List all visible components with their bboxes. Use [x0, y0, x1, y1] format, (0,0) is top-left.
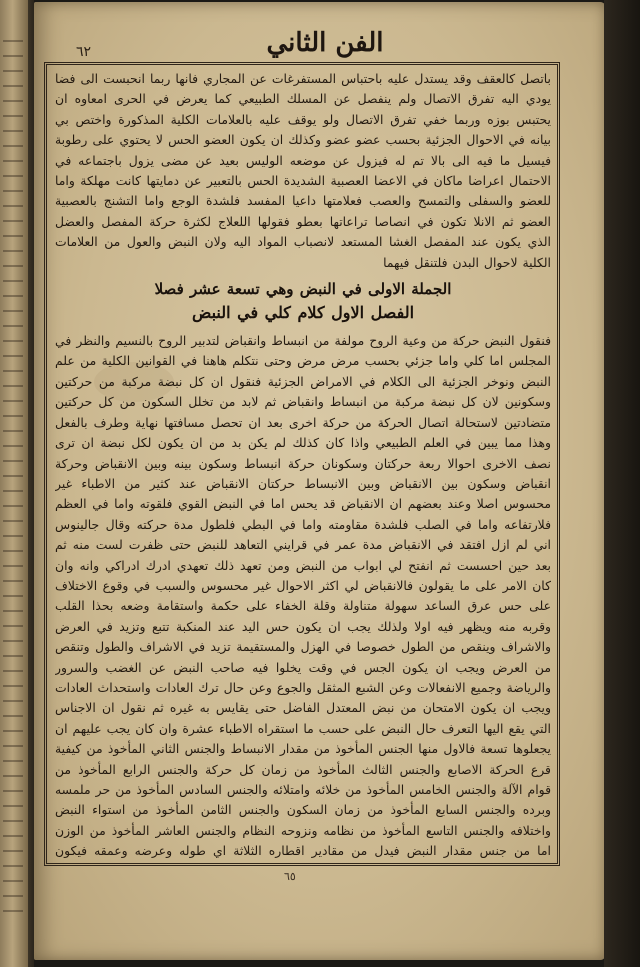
facing-page-edge	[0, 0, 28, 967]
section-headings	[55, 277, 551, 325]
page-fore-edge	[604, 0, 640, 967]
footer-number: ٦٥	[284, 870, 296, 883]
text-block	[55, 69, 551, 861]
facing-page-text-lines	[3, 40, 23, 920]
text-frame	[44, 62, 560, 866]
page-header	[70, 24, 580, 66]
running-title: الفن الثاني	[266, 28, 384, 58]
section-heading: الجملة الاولى في النبض وهي تسعة عشر فصلا	[154, 280, 452, 299]
manuscript-page	[34, 2, 606, 960]
body-paragraph: فنقول النبض حركة من وعية الروح مولفة من انبساط وانقباض لتدبير الروح بالنسيم والنظر في المجلس اما كلي واما جزئي بحسب مرض مرض وحتى نتكلم هاهنا في القوانين الكلية من علم النبض ونوخر الجزئية الى الكلام في الامراض الجزئية فنقول ان كل نبضة مركبة من حركتين وسكونين لان كل نبضة مركبة من انبساط وانقباض ثم لابد من تخلل السكون من كل حركتين متضادتين لاستحالة اتصال الحركة من حركة اخرى بعد ان تحصل مسافتها نهاية وطرف بالفعل وهذا مما يبين في العلم الطبيعي واذا كان كذلك لم يكن بد من ان يكون لكل نبضة ان ترى نصف الاخرى احوالا ربعة حركتان وسكونان حركة انبساط وسكون بينه وبين الانقباض وحركة انقباض وسكون بين الانقباض وبين الانبساط حركتان الانقباض عند كثير من الاطباء غير محسوس اصلا وعند بعضهم ان الانقباض قد يحس اما في النبض القوي فلقوته واما في العظم فلارتفاعه واما في الصلب فلشدة مقاومته واما في البطي فلطول مدة حركته وقال جالينوس اني لم ازل افتقد في الانقباض مدة عمر في قرايني التعاهد للنبض حتى ظفرت لست منه ثم بعد حين احسست ثم انفتح لي ابواب من النبض ومن تعهد ذلك تعهدي ادرك ادراكي وانه وان كان الامر على ما يقولون فالانقباض لي اكثر الاحوال غير محسوس والسبب في وقوع الاختلاف على حس عرق الساعد سهولة متناولة وقلة الخفاء على حكمة واستقامة وضعه بحذا القلب وقربه منه ويظهر فيه اولا ولذلك يجب ان يكون حس اليد عند المنكبة تتبع وتزيد في العرض والاشراف وينقص من الطول خصوصا في الهزل والمستقيمة تزيد في الاشراف والطول وتنقص من العرض ويجب ان يكون الجس في وقت يخلوا فيه صاحب النبض عن الغضب والسرور والرياضة وجميع الانفعالات وعن الشبع المثقل والجوع وعن حال ترك العادات واستحداث العادات ويجب ان يكون الامتحان من نبض المعتدل الفاضل حتى يقايس به غيره ثم نقول ان الاجناس التي يقع اليها التعرف حال النبض على حسب ما استقراه الاطباء عشرة وان كان يجب عليهم ان يجعلوها تسعة فالاول منها الجنس المأخوذ من مقدار الانبساط والجنس الثاني المأخوذ من كيفية قرع الحركة الاصابع والجنس الثالث المأخوذ من زمان كل حركة والجنس الرابع المأخوذ من قوام الآلة والجنس الخامس المأخوذ من خلائه وامتلائه والجنس السادس المأخوذ من حر ملمسه وبرده والجنس السابع المأخوذ من زمان السكون والجنس الثامن المأخوذ من استواء النبض واختلافه والجنس التاسع المأخوذ من نظامه ونزوحه النظام والجنس العاشر المأخوذ من الوزن اما من جنس مقدار النبض فيدل من مقادير اقطاره الثلاثة اي طوله وعرضه وعمقه فيكون	[55, 333, 551, 859]
page-number: ٦٢	[76, 44, 92, 60]
intro-paragraph: باتصل كالعقف وقد يستدل عليه باحتباس المستفرغات عن المجاري فانها ربما انحبست الى فضا يودي اليه تفرق الاتصال ولم ينفصل عن المسلك الطبيعي كما يعرض في الحرى امعاوه ان يحتبس بوزه وربما خفي تفرق الاتصال ولو يوقف عليه بالعلامات الكلية المذكورة واختص بي بيانه في الاحوال الجزئية بحسب عضو عضو وكذلك ان يكون العضو الحس لا يحتوي على رطوبة فيسيل ما فيه الى بالا تم له فيزول عن موضعه الوليس بعيد عن مضى يزول باجتماعه في الاحتمال اعراضا ماكان في الاعضا العصبية الشديدة الحس بالتعبير عن دمايتها كانت مهلكة واما للعضو والسفلى والتمسح والعصب فعلامتها داعيا المفسد فلشدة الوجع واما التشنج بالعصبية العضو ثم الانلا تكون في انصاصا تراعاتها بعطو فقولها اللعلاج لكثرة حركة المفصل والعضل الذي يكون عند المفصل الغشا المستعد لانصباب المواد اليه ولان النبض والعول من العلامات الكلية لاحوال البدن فلتنقل فيهما	[55, 71, 551, 270]
chapter-heading: الفصل الاول كلام كلي في النبض	[191, 303, 415, 323]
